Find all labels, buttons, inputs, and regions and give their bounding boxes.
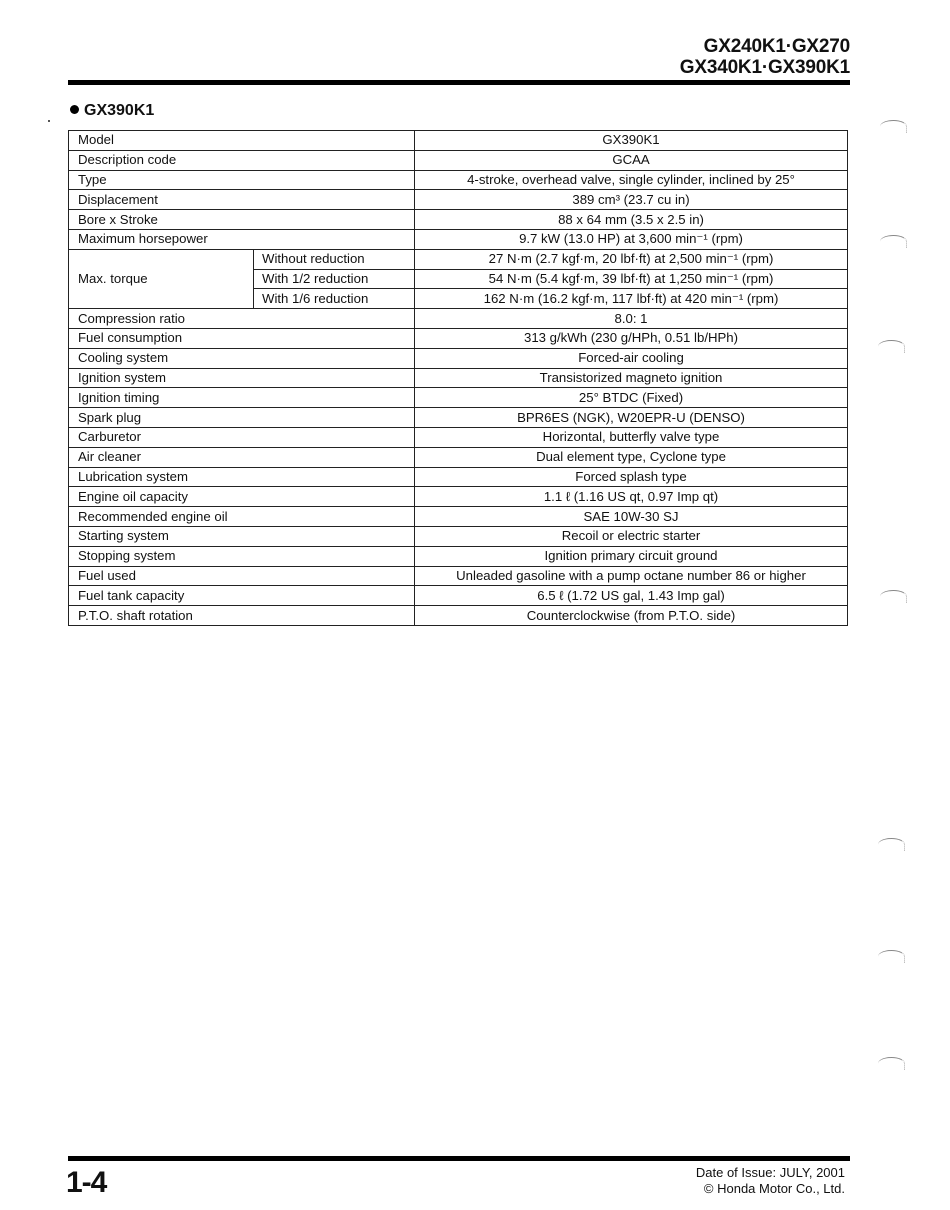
table-row [69, 526, 848, 546]
spec-label: Description code [69, 150, 415, 170]
bullet-icon [70, 105, 79, 114]
table-row [69, 150, 848, 170]
spec-value: 1.1 ℓ (1.16 US qt, 0.97 Imp qt) [415, 487, 848, 507]
binder-hole-mark [880, 590, 907, 603]
spec-label: Engine oil capacity [69, 487, 415, 507]
spec-label: Air cleaner [69, 447, 415, 467]
date-of-issue: Date of Issue: JULY, 2001 [695, 1165, 845, 1180]
header-models-line-1: GX240K1·GX270 [703, 36, 850, 57]
table-row [69, 467, 848, 487]
table-row [69, 190, 848, 210]
spec-label: Lubrication system [69, 467, 415, 487]
table-row [69, 427, 848, 447]
torque-sub-label: With 1/6 reduction [254, 289, 415, 309]
spec-value: 389 cm³ (23.7 cu in) [415, 190, 848, 210]
spec-value: Counterclockwise (from P.T.O. side) [415, 606, 848, 626]
spec-value: 4-stroke, overhead valve, single cylinder, inclined by 25° [415, 170, 848, 190]
spec-value: Forced-air cooling [415, 348, 848, 368]
table-row [69, 566, 848, 586]
spec-label: Stopping system [69, 546, 415, 566]
copyright-notice: © Honda Motor Co., Ltd. [703, 1181, 845, 1196]
spec-label: Carburetor [69, 427, 415, 447]
footer-rule [68, 1156, 850, 1161]
spec-label: Fuel tank capacity [69, 586, 415, 606]
spec-value: 313 g/kWh (230 g/HPh, 0.51 lb/HPh) [415, 328, 848, 348]
spec-value: Dual element type, Cyclone type [415, 447, 848, 467]
spec-value: Unleaded gasoline with a pump octane number 86 or higher [415, 566, 848, 586]
spec-label: Maximum horsepower [69, 229, 415, 249]
spec-label: Type [69, 170, 415, 190]
spec-label: Displacement [69, 190, 415, 210]
binder-hole-mark [880, 120, 907, 133]
spec-label: Ignition timing [69, 388, 415, 408]
footer-info [696, 1165, 845, 1197]
manual-header-title [680, 36, 850, 78]
spec-value: Recoil or electric starter [415, 526, 848, 546]
binder-hole-mark [878, 838, 905, 851]
spec-value: 6.5 ℓ (1.72 US gal, 1.43 Imp gal) [415, 586, 848, 606]
table-row [69, 368, 848, 388]
torque-value: 162 N·m (16.2 kgf·m, 117 lbf·ft) at 420 min⁻¹ (rpm) [415, 289, 848, 309]
table-row [69, 170, 848, 190]
section-title [70, 102, 154, 120]
spec-label: Recommended engine oil [69, 507, 415, 527]
table-row [69, 447, 848, 467]
spec-value: GCAA [415, 150, 848, 170]
spec-value: 88 x 64 mm (3.5 x 2.5 in) [415, 210, 848, 230]
table-row [69, 507, 848, 527]
table-row [69, 606, 848, 626]
spec-value: Horizontal, butterfly valve type [415, 427, 848, 447]
torque-label: Max. torque [69, 249, 254, 308]
spec-label: Model [69, 131, 415, 151]
table-row-torque [69, 249, 848, 269]
spec-label: Starting system [69, 526, 415, 546]
scan-speck [48, 120, 50, 122]
spec-label: P.T.O. shaft rotation [69, 606, 415, 626]
table-row [69, 546, 848, 566]
table-row [69, 309, 848, 329]
spec-value: Forced splash type [415, 467, 848, 487]
torque-sub-label: Without reduction [254, 249, 415, 269]
table-row [69, 210, 848, 230]
binder-hole-mark [880, 235, 907, 248]
spec-label: Spark plug [69, 408, 415, 428]
torque-value: 54 N·m (5.4 kgf·m, 39 lbf·ft) at 1,250 min⁻¹ (rpm) [415, 269, 848, 289]
spec-value: Transistorized magneto ignition [415, 368, 848, 388]
header-models-line-2: GX340K1·GX390K1 [679, 57, 850, 78]
spec-value: BPR6ES (NGK), W20EPR-U (DENSO) [415, 408, 848, 428]
spec-value: 9.7 kW (13.0 HP) at 3,600 min⁻¹ (rpm) [415, 229, 848, 249]
binder-hole-mark [878, 1057, 905, 1070]
torque-value: 27 N·m (2.7 kgf·m, 20 lbf·ft) at 2,500 min⁻¹ (rpm) [415, 249, 848, 269]
table-row [69, 388, 848, 408]
table-row [69, 229, 848, 249]
page-number: 1-4 [66, 1166, 107, 1199]
table-row [69, 487, 848, 507]
binder-hole-mark [878, 340, 905, 353]
spec-label: Compression ratio [69, 309, 415, 329]
spec-value: 25° BTDC (Fixed) [415, 388, 848, 408]
spec-value: Ignition primary circuit ground [415, 546, 848, 566]
specifications-table [68, 130, 848, 626]
table-row [69, 586, 848, 606]
table-row [69, 348, 848, 368]
table-row [69, 408, 848, 428]
spec-label: Ignition system [69, 368, 415, 388]
table-row [69, 131, 848, 151]
spec-label: Cooling system [69, 348, 415, 368]
spec-label: Fuel used [69, 566, 415, 586]
binder-hole-mark [878, 950, 905, 963]
spec-label: Bore x Stroke [69, 210, 415, 230]
spec-label: Fuel consumption [69, 328, 415, 348]
table-row [69, 328, 848, 348]
spec-value: 8.0: 1 [415, 309, 848, 329]
spec-value: SAE 10W-30 SJ [415, 507, 848, 527]
section-title-text: GX390K1 [84, 102, 155, 119]
header-rule [68, 80, 850, 85]
torque-sub-label: With 1/2 reduction [254, 269, 415, 289]
spec-value: GX390K1 [415, 131, 848, 151]
